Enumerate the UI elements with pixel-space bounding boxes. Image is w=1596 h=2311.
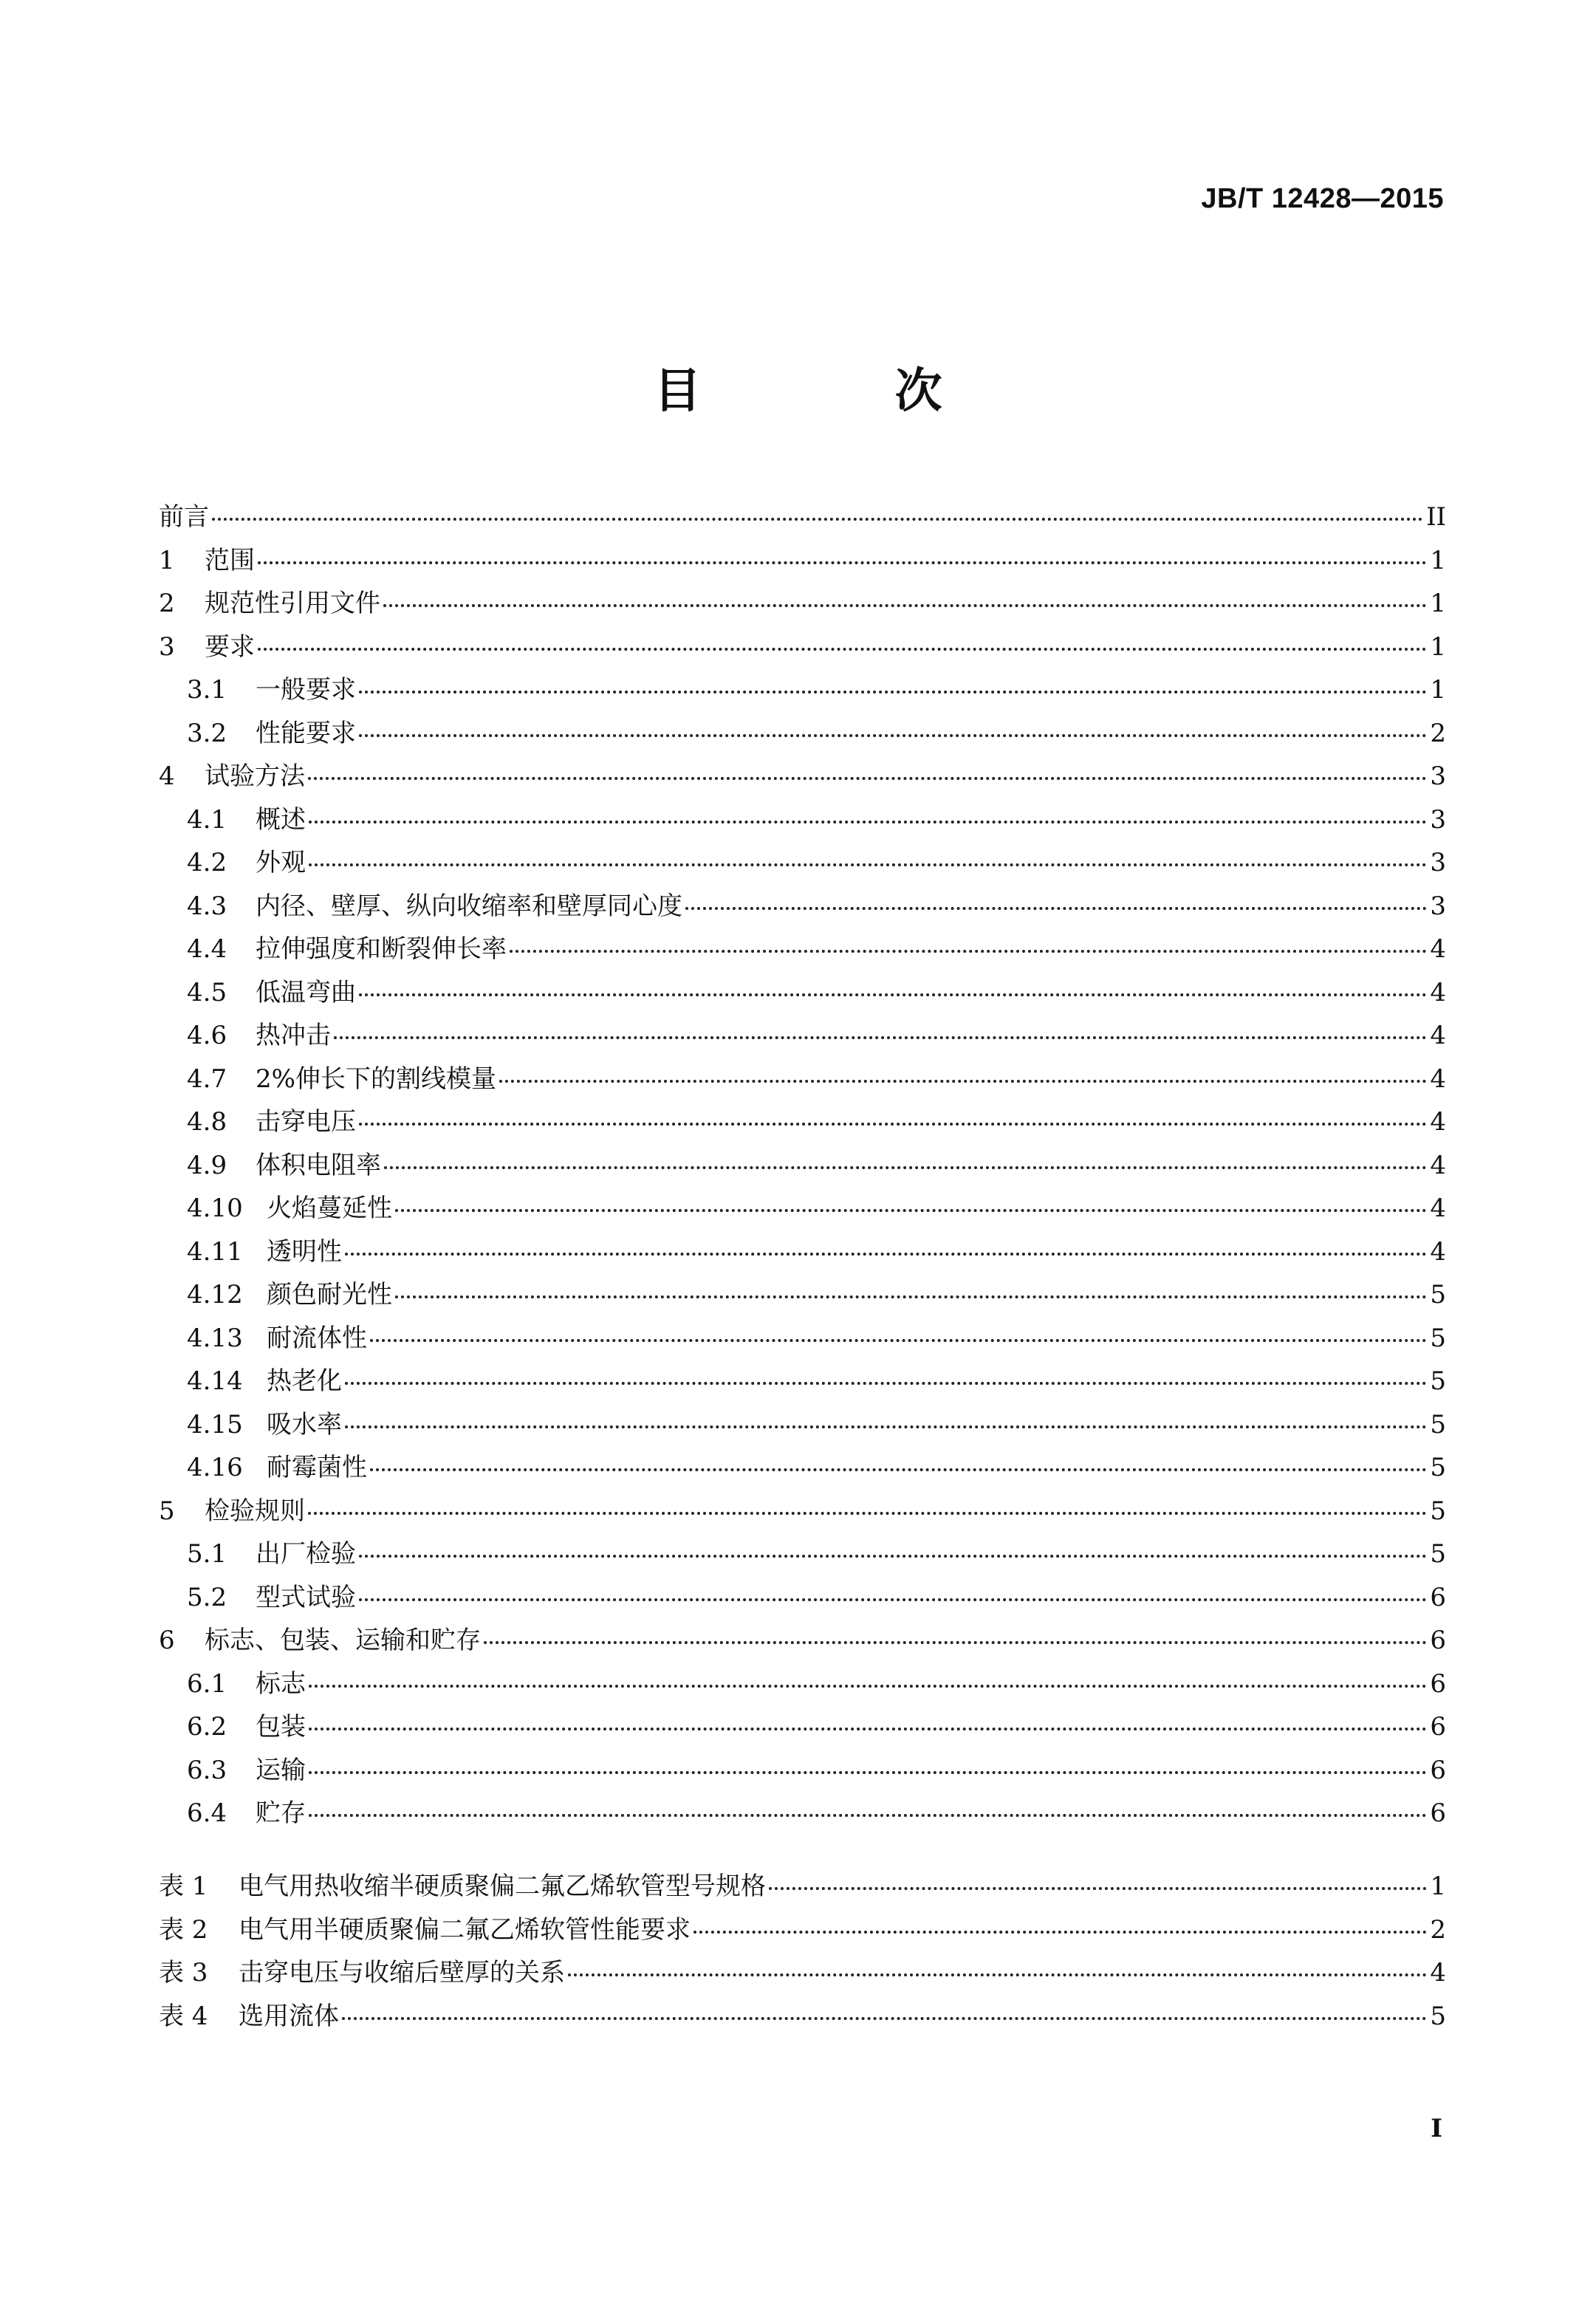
dot-leader [370,1339,1427,1342]
toc-entry-page: 5 [1430,1366,1446,1396]
dot-leader [212,518,1423,521]
toc-entry-label: 出厂检验 [256,1539,356,1569]
toc-entry-label: 一般要求 [256,675,356,705]
dot-leader [345,1382,1427,1385]
toc-entry-number: 表 3 [159,1958,208,1988]
toc-entry[interactable] [159,1792,1446,1835]
toc-entry-page: 4 [1430,934,1446,964]
toc-entry-label: 试验方法 [205,761,305,791]
dot-leader [342,2017,1427,2020]
toc-entry[interactable] [159,1749,1446,1793]
dot-leader [359,1555,1427,1558]
toc-entry-number: 6.2 [187,1712,227,1742]
toc-entry-page: 6 [1430,1755,1446,1785]
toc-entry-number: 4.16 [187,1453,243,1482]
toc-entry[interactable] [159,1058,1446,1101]
toc-entry-number: 表 4 [159,2001,208,2031]
toc-entry-page: 3 [1430,848,1446,877]
toc-entry-page: 5 [1430,1323,1446,1353]
dot-leader [359,1123,1427,1126]
toc-entry-page: 3 [1430,804,1446,835]
page-number: I [1431,2114,1442,2143]
toc-entry-label: 规范性引用文件 [205,589,380,618]
toc-entry[interactable] [159,539,1446,583]
toc-entry-page: 3 [1430,761,1446,791]
dot-leader [308,777,1427,780]
toc-entry-number: 4.5 [187,977,227,1007]
dot-leader [384,1166,1427,1169]
toc-entry[interactable] [159,1446,1446,1490]
toc-entry-label: 标志、包装、运输和贮存 [205,1626,481,1655]
dot-leader [769,1887,1427,1890]
toc-entry-page: 6 [1430,1626,1446,1655]
toc-entry[interactable] [159,496,1446,539]
toc-entry-number: 4.1 [187,804,227,835]
toc-entry-number: 4.4 [187,934,227,964]
toc-entry-label: 要求 [205,631,255,662]
toc-entry-number: 表 2 [159,1914,208,1945]
table-list-entry[interactable] [159,1865,1446,1908]
dot-leader [345,1425,1427,1428]
toc-entry-label: 低温弯曲 [256,977,356,1007]
toc-entry-label: 范围 [205,545,255,575]
toc-entry-page: 2 [1430,718,1446,748]
toc-entry-label: 运输 [256,1755,306,1785]
dot-leader [359,1598,1427,1601]
toc-entry-number: 4.7 [187,1064,227,1094]
toc-entry-number: 6 [159,1626,175,1655]
toc-entry[interactable] [159,971,1446,1015]
toc-entry-page: 1 [1430,545,1446,575]
toc-entry-label: 2%伸长下的割线模量 [256,1064,496,1094]
toc-entry-label: 耐流体性 [267,1323,367,1353]
toc-entry-label: 透明性 [267,1236,342,1267]
toc-entry[interactable] [159,1144,1446,1188]
table-list-entry[interactable] [159,1951,1446,1995]
toc-entry-number: 4.10 [187,1194,243,1223]
toc-entry-page: 5 [1430,2001,1446,2031]
toc-entry-page: 4 [1430,1150,1446,1180]
toc-entry-label: 标志 [256,1668,306,1699]
dot-leader [309,821,1427,824]
toc-entry-page: 4 [1430,1064,1446,1094]
dot-leader [334,1036,1427,1039]
dot-leader [383,604,1427,607]
toc-entry-number: 4 [159,761,175,791]
dot-leader [499,1080,1427,1083]
toc-entry-page: 1 [1430,589,1446,618]
toc-entry-page: 4 [1430,1958,1446,1988]
toc-entry-number: 4.12 [187,1280,243,1309]
toc-entry-number: 3.1 [187,675,227,705]
toc-entry-page: II [1426,502,1446,532]
toc-entry-page: 3 [1430,891,1446,921]
toc-entry-page: 6 [1430,1668,1446,1699]
toc-entry[interactable] [159,755,1446,798]
toc-entry-page: 4 [1430,977,1446,1007]
toc-entry[interactable] [159,1403,1446,1447]
toc-entry-label: 外观 [256,848,306,877]
toc-entry-label: 体积电阻率 [256,1150,381,1180]
toc-entry-number: 5 [159,1496,175,1526]
dot-leader [309,1685,1427,1688]
toc-entry-number: 4.11 [187,1236,243,1267]
dot-leader [370,1468,1427,1471]
toc-entry-page: 5 [1430,1280,1446,1309]
dot-leader [693,1931,1427,1934]
toc-entry[interactable] [159,1663,1446,1706]
toc-entry-label: 选用流体 [239,2001,339,2031]
dot-leader [345,1253,1427,1256]
table-list-entry[interactable] [159,1995,1446,2038]
toc-entry[interactable] [159,841,1446,885]
table-list-entry[interactable] [159,1908,1446,1952]
toc-entry-number: 4.2 [187,848,227,877]
toc-entry-page: 6 [1430,1582,1446,1612]
toc-entry-number: 6.4 [187,1798,227,1828]
toc-entry-label: 耐霉菌性 [267,1453,367,1482]
dot-leader [685,907,1427,910]
toc-entry-number: 4.9 [187,1150,227,1180]
toc-entry-label: 性能要求 [256,718,356,748]
toc-entry[interactable] [159,1317,1446,1360]
toc-entry-label: 颜色耐光性 [267,1280,392,1309]
toc-entry-number: 4.8 [187,1107,227,1137]
dot-leader [359,691,1427,694]
toc-entry[interactable] [159,1230,1446,1274]
toc-entry-label: 电气用半硬质聚偏二氟乙烯软管性能要求 [239,1914,691,1945]
toc-entry-number: 4.14 [187,1366,243,1396]
toc-entry-page: 1 [1430,631,1446,662]
toc-entry-label: 热冲击 [256,1021,331,1050]
toc-entry[interactable] [159,668,1446,712]
dot-leader [309,1814,1427,1817]
toc-entry[interactable] [159,582,1446,626]
toc-entry-label: 拉伸强度和断裂伸长率 [256,934,507,964]
dot-leader [359,734,1427,737]
toc-entry[interactable] [159,626,1446,669]
toc-entry-label: 电气用热收缩半硬质聚偏二氟乙烯软管型号规格 [239,1872,766,1901]
dot-leader [510,950,1427,953]
toc-entry-page: 1 [1430,1872,1446,1901]
toc-entry-number: 3 [159,631,175,662]
dot-leader [308,1512,1427,1515]
toc-entry-page: 4 [1430,1107,1446,1137]
toc-entry-label: 前言 [159,502,209,532]
toc-entry-label: 击穿电压 [256,1107,356,1137]
toc-entry-number: 6.1 [187,1668,227,1699]
toc-entry[interactable] [159,798,1446,842]
toc-entry-label: 热老化 [267,1366,342,1396]
standard-code: JB/T 12428—2015 [1201,183,1444,214]
toc-entry[interactable] [159,1100,1446,1144]
toc-entry-page: 5 [1430,1409,1446,1439]
toc-entry-page: 5 [1430,1453,1446,1482]
toc-entry-label: 击穿电压与收缩后壁厚的关系 [239,1958,565,1988]
toc-entry-page: 4 [1430,1194,1446,1223]
dot-leader [359,993,1427,996]
toc-entry-page: 6 [1430,1798,1446,1828]
toc-entry[interactable] [159,1014,1446,1058]
toc-entry[interactable] [159,1187,1446,1230]
dot-leader [258,648,1427,651]
toc-entry-number: 4.3 [187,891,227,921]
toc-entry[interactable] [159,928,1446,971]
dot-leader [395,1295,1427,1298]
toc-entry[interactable] [159,1576,1446,1620]
toc-entry-label: 贮存 [256,1798,306,1828]
toc-entry-number: 6.3 [187,1755,227,1785]
dot-leader [309,1728,1427,1730]
toc-entry-label: 吸水率 [267,1409,342,1439]
toc-entry[interactable] [159,1490,1446,1533]
dot-leader [568,1973,1427,1976]
toc-entry[interactable] [159,712,1446,756]
toc-entry-number: 4.6 [187,1021,227,1050]
toc-entry-number: 4.13 [187,1323,243,1353]
toc-entry-number: 5.2 [187,1582,227,1612]
table-of-contents [159,496,1446,1835]
toc-entry-page: 1 [1430,675,1446,705]
toc-entry-page: 2 [1430,1914,1446,1945]
toc-entry-page: 4 [1430,1236,1446,1267]
toc-entry-number: 表 1 [159,1872,208,1901]
dot-leader [258,561,1427,564]
dot-leader [484,1641,1427,1644]
list-of-tables [159,1865,1446,2038]
toc-entry-label: 概述 [256,804,306,835]
toc-entry-number: 5.1 [187,1539,227,1569]
toc-entry[interactable] [159,1533,1446,1576]
dot-leader [309,1771,1427,1774]
toc-entry-label: 火焰蔓延性 [267,1194,392,1223]
toc-entry-label: 内径、壁厚、纵向收缩率和壁厚同心度 [256,891,682,921]
toc-entry-number: 3.2 [187,718,227,748]
dot-leader [395,1209,1427,1212]
dot-leader [309,863,1427,866]
toc-entry-label: 检验规则 [205,1496,305,1526]
page-title: 目 次 [654,363,1031,419]
toc-entry-page: 5 [1430,1496,1446,1526]
toc-entry[interactable] [159,1273,1446,1317]
toc-entry-number: 4.15 [187,1409,243,1439]
toc-entry[interactable] [159,1705,1446,1749]
toc-entry-number: 2 [159,589,175,618]
toc-entry-page: 5 [1430,1539,1446,1569]
toc-entry[interactable] [159,1619,1446,1663]
toc-entry-label: 包装 [256,1712,306,1742]
toc-entry-page: 4 [1430,1021,1446,1050]
toc-entry-label: 型式试验 [256,1582,356,1612]
toc-entry-number: 1 [159,545,175,575]
toc-entry[interactable] [159,1360,1446,1403]
toc-entry[interactable] [159,885,1446,928]
toc-entry-page: 6 [1430,1712,1446,1742]
